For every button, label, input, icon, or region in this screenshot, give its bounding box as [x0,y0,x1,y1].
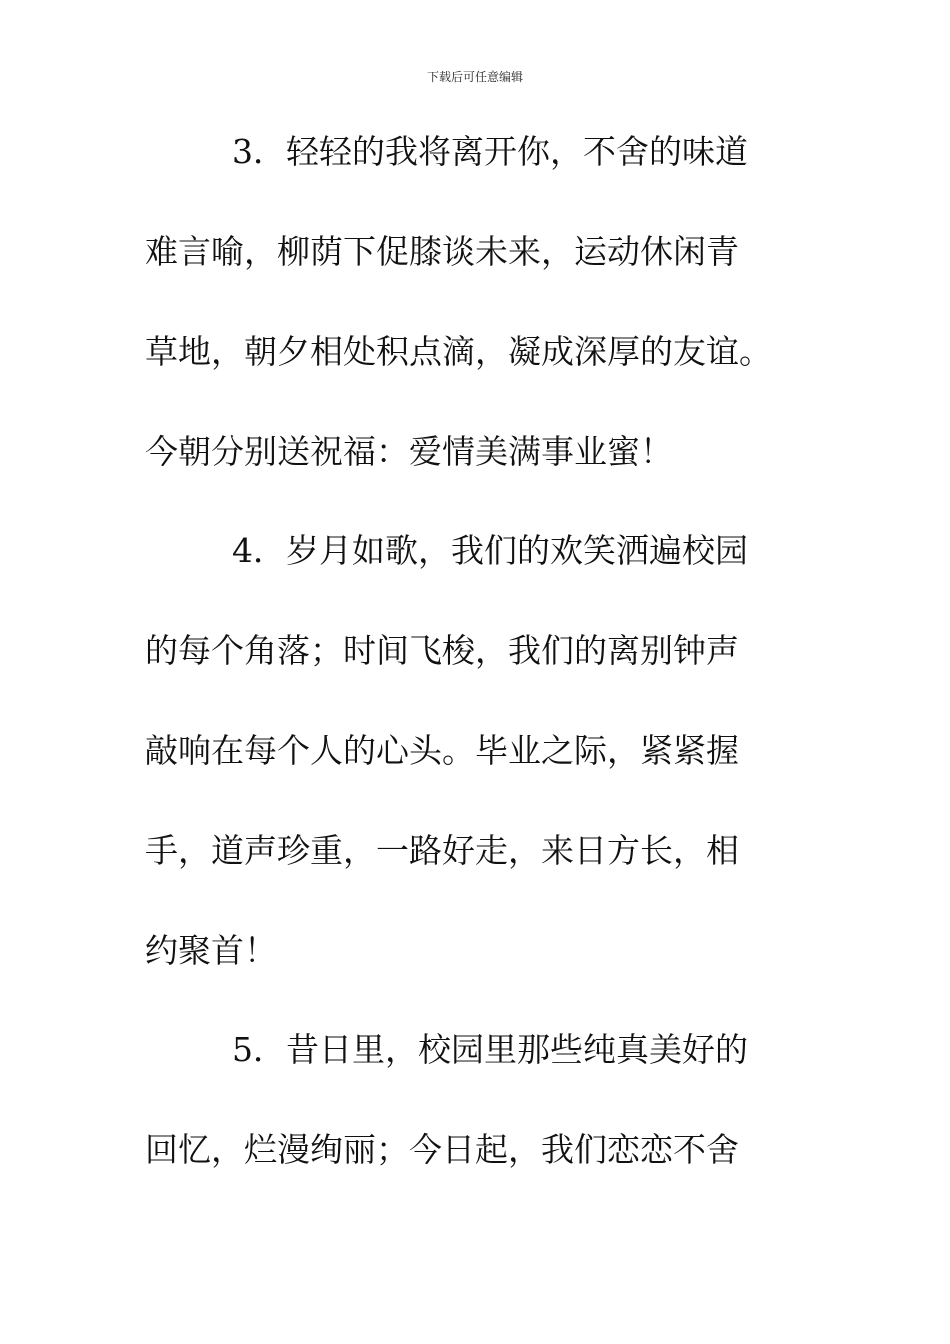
paragraph-3-line-4: 今朝分别送祝福：爱情美满事业蜜！ [145,432,673,471]
paragraph-4-line-5: 约聚首！ [145,931,277,970]
paragraph-5-line-1: 5．昔日里，校园里那些纯真美好的 [232,1030,748,1069]
paragraph-3-line-1: 3．轻轻的我将离开你，不舍的味道 [232,132,748,171]
paragraph-3-line-3: 草地，朝夕相处积点滴，凝成深厚的友谊。 [145,332,772,371]
paragraph-4-line-4: 手，道声珍重，一路好走，来日方长，相 [145,831,739,870]
paragraph-4-line-3: 敲响在每个人的心头。毕业之际，紧紧握 [145,731,739,770]
paragraph-4-line-1: 4．岁月如歌，我们的欢笑洒遍校园 [232,531,748,570]
paragraph-4-line-2: 的每个角落；时间飞梭，我们的离别钟声 [145,631,739,670]
paragraph-3-line-2: 难言喻，柳荫下促膝谈未来，运动休闲青 [145,232,739,271]
download-editable-note: 下载后可任意编辑 [426,70,523,84]
paragraph-5-line-2: 回忆，烂漫绚丽；今日起，我们恋恋不舍 [145,1130,739,1169]
